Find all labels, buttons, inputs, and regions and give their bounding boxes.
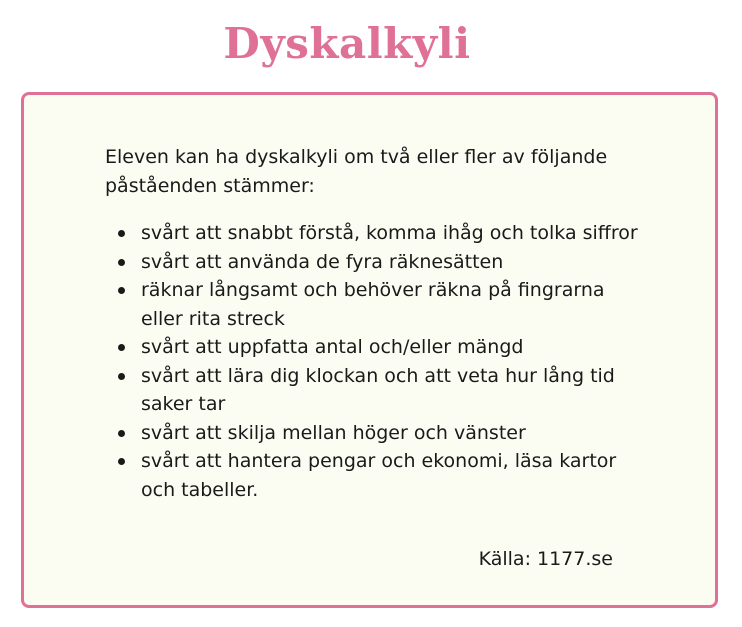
list-item-text: svårt att snabbt förstå, komma ihåg och tolka siffror [141, 222, 638, 244]
bullet-icon [118, 287, 125, 294]
list-item-text: svårt att lära dig klockan och att veta hur lång tid saker tar [141, 364, 615, 415]
list-item [141, 362, 641, 419]
list-item [141, 219, 641, 248]
symptom-list [141, 219, 641, 504]
bullet-icon [118, 230, 125, 237]
list-item-text: svårt att skilja mellan höger och vänster [141, 421, 526, 444]
bullet-icon [118, 259, 125, 266]
list-item [141, 447, 641, 504]
list-item-text: svårt att uppfatta antal och/eller mängd [141, 336, 524, 358]
bullet-icon [118, 458, 125, 465]
list-item [141, 419, 641, 448]
bullet-icon [118, 344, 125, 351]
info-card [21, 92, 718, 608]
list-item-text: svårt att hantera pengar och ekonomi, läsa kartor och tabeller. [141, 450, 617, 501]
page-title: Dyskalkyli [223, 19, 471, 68]
list-item-text: svårt att använda de fyra räknesätten [141, 250, 504, 273]
list-item [141, 333, 641, 362]
bullet-icon [118, 373, 125, 380]
source-citation: Källa: 1177.se [478, 548, 613, 570]
intro-text: Eleven kan ha dyskalkyli om två eller fler av följande påståenden stämmer: [105, 146, 608, 197]
list-item [141, 276, 641, 333]
list-item [141, 248, 641, 277]
bullet-icon [118, 430, 125, 437]
list-item-text: räknar långsamt och behöver räkna på fingrarna eller rita streck [141, 279, 605, 330]
